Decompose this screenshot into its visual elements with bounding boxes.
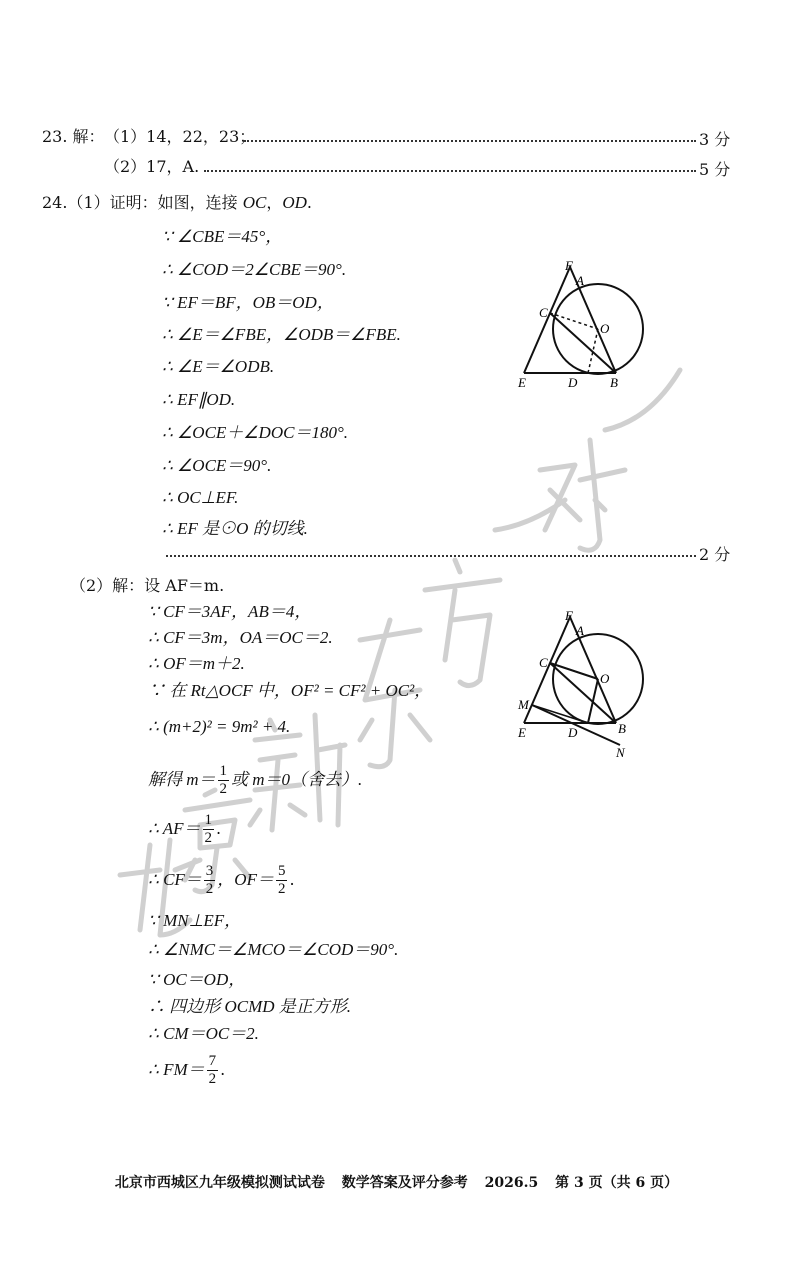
af-prefix: ∴ AF＝: [148, 819, 201, 838]
fraction-m-den: 2: [219, 781, 228, 797]
part1-score: 2 分: [699, 545, 731, 564]
fraction-fm-den: 2: [208, 1071, 217, 1087]
fig2-label-a: A: [576, 623, 584, 638]
fraction-fm-num: 7: [208, 1053, 217, 1069]
footer-page: 第 3 页（共 6 页）: [555, 1175, 679, 1191]
fraction-of: [276, 863, 288, 898]
part2b-step-5: ∴ CM＝OC＝2.: [148, 1024, 259, 1043]
proof-step-9: ∴ OC⊥EF.: [162, 488, 239, 507]
q24-heading-text: 24.（1）证明：如图，连接: [42, 193, 243, 212]
cf-of-line: [148, 858, 295, 902]
fig2-label-d: D: [568, 725, 578, 740]
fraction-cf: [204, 863, 216, 898]
fig2-label-n: N: [616, 745, 625, 760]
fig2-label-b: B: [618, 721, 626, 736]
part1-score-leader: [166, 555, 696, 557]
q23-part2-score: 5 分: [699, 160, 731, 179]
proof-step-3: ∵ EF＝BF，OB＝OD，: [162, 293, 334, 312]
solve-prefix: 解得 m＝: [148, 770, 216, 789]
fig1-label-c: C: [539, 305, 548, 320]
fm-prefix: ∴ FM＝: [148, 1060, 205, 1079]
cf-prefix: ∴ CF＝: [148, 870, 202, 889]
of-end: .: [289, 870, 295, 889]
fraction-of-num: 5: [277, 863, 286, 879]
fig1-label-f: F: [565, 258, 573, 273]
fig1-label-a: A: [576, 273, 584, 288]
q23-part1-score: 3 分: [699, 130, 731, 149]
fig2-label-e: E: [518, 725, 526, 740]
solve-suffix: 或 m＝0（舍去）.: [231, 770, 363, 789]
proof-step-10: ∴ EF 是⊙O 的切线.: [162, 519, 308, 538]
q24-heading-end: .: [306, 193, 313, 212]
fraction-af-den: 2: [204, 830, 213, 846]
af-end: .: [216, 819, 222, 838]
proof-step-7: ∴ ∠OCE＋∠DOC＝180°.: [162, 423, 348, 442]
part2-step-3: ∴ OF＝m＋2.: [148, 654, 245, 673]
fig2-label-f: F: [565, 608, 573, 623]
part2-step-2: ∴ CF＝3m，OA＝OC＝2.: [148, 628, 333, 647]
fig1-label-b: B: [610, 375, 618, 390]
q23-label: 23. 解：: [42, 127, 105, 146]
fig1-label-d: D: [568, 375, 578, 390]
q23-part1: （1）14，22，23；: [104, 127, 256, 146]
q23-part2: （2）17，A.: [104, 157, 200, 176]
segment-md: [532, 705, 588, 723]
fraction-af-num: 1: [204, 812, 213, 828]
part2-heading: （2）解：设 AF＝m.: [70, 576, 225, 595]
part2b-step-3: ∵ OC＝OD，: [148, 970, 246, 989]
part2-step-5: ∴ (m+2)² = 9m² + 4.: [148, 717, 291, 736]
fraction-m-num: 1: [219, 763, 228, 779]
footer-date: 2026.5: [484, 1175, 539, 1191]
q23-part2-leader: [204, 170, 696, 172]
proof-step-1: ∵ ∠CBE＝45°，: [162, 227, 283, 246]
figure-1: [510, 255, 660, 395]
fraction-af: [203, 812, 215, 847]
part2-step-4: ∵ 在 Rt△OCF 中，OF² = CF² + OC²，: [148, 681, 432, 700]
part2-step-1: ∵ CF＝3AF，AB＝4，: [148, 602, 312, 621]
fig1-label-e: E: [518, 375, 526, 390]
fig2-label-c: C: [539, 655, 548, 670]
footer-subject: 数学答案及评分参考: [341, 1175, 468, 1191]
proof-step-5: ∴ ∠E＝∠ODB.: [162, 357, 275, 376]
part2b-step-4: ∴ 四边形 OCMD 是正方形.: [148, 997, 352, 1016]
proof-step-4: ∴ ∠E＝∠FBE，∠ODB＝∠FBE.: [162, 325, 401, 344]
proof-step-6: ∴ EF∥OD.: [162, 390, 236, 409]
fraction-m: [218, 763, 230, 798]
of-prefix: ，OF＝: [217, 870, 274, 889]
figure-2: [510, 605, 660, 760]
q24-heading-sep: ，: [266, 193, 283, 212]
q24-heading: [42, 193, 312, 213]
q24-heading-od: OD: [282, 193, 307, 212]
fig2-label-m: M: [518, 697, 529, 712]
fraction-fm: [207, 1053, 219, 1088]
segment-od-2: [588, 679, 598, 723]
part2b-step-1: ∵ MN⊥EF，: [148, 911, 242, 930]
fig1-label-o: O: [600, 321, 610, 336]
part2b-step-2: ∴ ∠NMC＝∠MCO＝∠COD＝90°.: [148, 940, 399, 959]
fraction-cf-den: 2: [205, 881, 214, 897]
q24-heading-oc: OC: [242, 193, 267, 212]
q23-part1-leader: [244, 140, 696, 142]
footer-school: 北京市西城区九年级模拟测试试卷: [114, 1175, 325, 1191]
triangle-efb: [524, 267, 616, 373]
af-line: [148, 807, 221, 851]
proof-step-8: ∴ ∠OCE＝90°.: [162, 456, 272, 475]
fm-end: .: [220, 1060, 226, 1079]
solve-line: [148, 758, 362, 802]
fraction-of-den: 2: [277, 881, 286, 897]
proof-step-2: ∴ ∠COD＝2∠CBE＝90°.: [162, 260, 347, 279]
page-footer: [0, 1172, 793, 1192]
fig2-label-o: O: [600, 671, 610, 686]
fm-line: [148, 1048, 225, 1092]
fraction-cf-num: 3: [205, 863, 214, 879]
